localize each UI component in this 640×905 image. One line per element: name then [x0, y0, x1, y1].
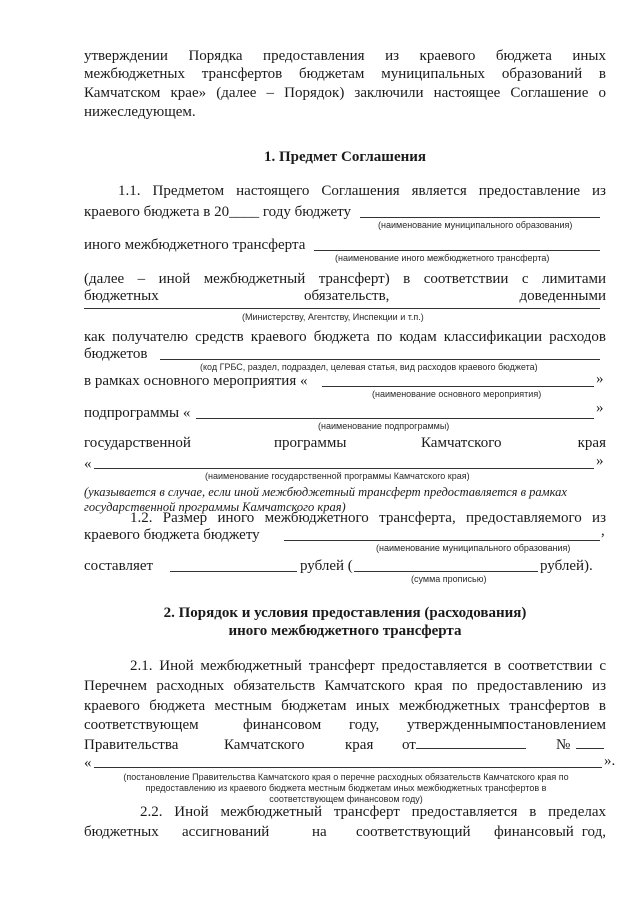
- word-program: программы: [274, 435, 347, 451]
- word-for: на: [312, 824, 327, 840]
- para-1-1-line-8: в рамках основного мероприятия «: [84, 373, 308, 389]
- para-1-2-line-1: 1.2. Размер иного межбюджетного трансферта, предоставляемого из: [130, 510, 606, 526]
- word-krai-2: края: [345, 737, 374, 753]
- quote-close-resolution: ».: [604, 753, 616, 769]
- para-1-1-line-3: иного межбюджетного трансферта: [84, 237, 306, 253]
- intro-line-2: межбюджетных трансфертов бюджетам муниципальных образований в: [84, 66, 606, 82]
- para-2-1-line-3: краевого бюджета местным бюджетам иных межбюджетных трансфертов в: [84, 698, 606, 714]
- word-amounts-to: составляет: [84, 558, 154, 574]
- fill-line-municipal-2: [284, 540, 600, 541]
- intro-line-1: утверждении Порядка предоставления из краевого бюджета иных: [84, 48, 606, 64]
- word-rubles-close: рублей).: [540, 558, 593, 574]
- caption-words: (сумма прописью): [411, 574, 487, 584]
- para-1-1-line-11: «: [84, 456, 92, 472]
- fill-line-ministry: [84, 308, 600, 309]
- fill-line-transfer: [314, 250, 600, 251]
- caption-program: (наименование государственной программы Камчатского края): [205, 471, 470, 481]
- word-obligations: обязательств,: [304, 288, 390, 304]
- word-kamchatsky: Камчатского: [421, 435, 502, 451]
- quote-close-main-event: »: [596, 371, 604, 387]
- fill-line-number: [576, 748, 604, 749]
- word-number: №: [556, 737, 571, 753]
- para-2-2-line-1: 2.2. Иной межбюджетный трансферт предоставляется в пределах: [140, 804, 606, 820]
- word-budgetary: бюджетных: [84, 288, 159, 304]
- word-krai: края: [577, 435, 606, 451]
- note-line-1: (указывается в случае, если иной межбюджетный трансферт предоставляется в рамках: [84, 485, 567, 499]
- para-2-1-line-1: 2.1. Иной межбюджетный трансферт предоставляется в соответствии с: [130, 658, 606, 674]
- word-year: году,: [349, 717, 380, 733]
- word-budget: бюджетных: [84, 824, 159, 840]
- section-2-title-line-2: иного межбюджетного трансферта: [228, 623, 462, 639]
- word-allocations: ассигнований: [182, 824, 270, 840]
- caption-kbk: (код ГРБС, раздел, подраздел, целевая статья, вид расходов краевого бюджета): [200, 362, 538, 372]
- para-2-1-line-6: «: [84, 755, 92, 771]
- fill-line-amount-words: [354, 571, 538, 572]
- intro-line-4: нижеследующем.: [84, 104, 196, 120]
- caption-resolution-line-3: соответствующем финансовом году): [269, 794, 423, 804]
- word-financial: финансовом: [243, 717, 322, 733]
- quote-close-program: »: [596, 453, 604, 469]
- caption-main-event: (наименование основного мероприятия): [372, 389, 542, 399]
- caption-ministry: (Министерству, Агентству, Инспекции и т.п.): [242, 312, 424, 322]
- note-line-2: государственной программы Камчатского края): [84, 500, 346, 514]
- word-year-2: год,: [581, 824, 606, 840]
- section-1-title: 1. Предмет Соглашения: [263, 149, 427, 165]
- para-1-1-line-1: 1.1. Предметом настоящего Соглашения является предоставление из: [118, 183, 606, 199]
- fill-line-date: [416, 748, 526, 749]
- word-rubles-open: рублей (: [300, 558, 353, 574]
- word-state: государственной: [84, 435, 191, 451]
- fill-line-subprogram: [196, 418, 594, 419]
- para-1-1-line-4: (далее – иной межбюджетный трансферт) в соответствии с лимитами: [84, 271, 606, 287]
- caption-subprogram: (наименование подпрограммы): [318, 421, 450, 431]
- fill-line-kbk: [160, 359, 600, 360]
- caption-transfer: (наименование иного межбюджетного трансферта): [335, 253, 550, 263]
- word-government: Правительства: [84, 737, 179, 753]
- word-brought: доведенными: [519, 288, 606, 304]
- word-respective: соответствующем: [84, 717, 199, 733]
- caption-resolution-line-1: (постановление Правительства Камчатского края о перечне расходных обязательств Камчатского края по: [123, 772, 569, 782]
- word-financial-2: финансовый: [494, 824, 574, 840]
- para-2-1-line-2: Перечнем расходных обязательств Камчатского края по предоставлению из: [84, 678, 606, 694]
- quote-close-subprogram: »: [596, 400, 604, 416]
- caption-municipal-2: (наименование муниципального образования): [376, 543, 571, 553]
- para-1-1-line-6: как получателю средств краевого бюджета по кодам классификации расходов: [84, 329, 606, 345]
- para-1-1-line-7: бюджетов: [84, 346, 148, 362]
- intro-line-3: Камчатском крае» (далее – Порядок) заключили настоящее Соглашение о: [84, 85, 606, 101]
- word-from: от: [402, 737, 416, 753]
- word-kamchatsky-2: Камчатского: [224, 737, 305, 753]
- fill-line-main-event: [322, 386, 594, 387]
- fill-line-resolution: [94, 767, 602, 768]
- word-resolution: постановлением: [501, 717, 606, 733]
- section-2-title-line-1: 2. Порядок и условия предоставления (расходования): [163, 605, 527, 621]
- fill-line-amount: [170, 571, 297, 572]
- para-1-1-line-2: краевого бюджета в 20____ году бюджету: [84, 204, 351, 220]
- fill-line-municipal: [360, 217, 600, 218]
- word-approved: утвержденным: [407, 717, 503, 733]
- para-1-2-line-2: краевого бюджета бюджету: [84, 527, 260, 543]
- para-1-1-line-9: подпрограммы «: [84, 405, 191, 421]
- comma-municipal-2: ,: [601, 523, 605, 539]
- caption-resolution-line-2: предоставлению из краевого бюджета местным бюджетам иных межбюджетных трансфертов в: [145, 783, 547, 793]
- caption-municipal: (наименование муниципального образования): [378, 220, 573, 230]
- fill-line-program: [94, 468, 594, 469]
- word-respective-2: соответствующий: [356, 824, 471, 840]
